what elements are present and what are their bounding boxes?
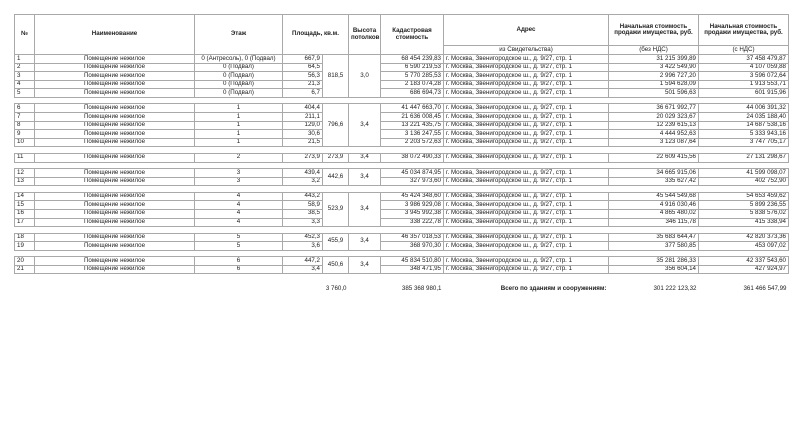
row-name: Помещение нежилое — [35, 177, 195, 186]
row-floor: 2 — [195, 153, 283, 162]
row-name: Помещение нежилое — [35, 169, 195, 178]
row-name: Помещение нежилое — [35, 201, 195, 210]
row-price-vat: 42 820 373,36 — [699, 233, 789, 242]
row-price-vat: 5 333 943,16 — [699, 130, 789, 139]
table-row — [15, 138, 789, 147]
row-address: г. Москва, Звенигородское ш., д. 9/27, стр. 1 — [444, 169, 609, 178]
row-cadastral: 3 945 992,38 — [381, 209, 444, 218]
total-price-vat: 361 466 547,99 — [743, 285, 787, 293]
row-price-no-vat: 35 683 644,47 — [609, 233, 699, 242]
row-name: Помещение нежилое — [35, 257, 195, 266]
group-area: 818,5 — [323, 55, 349, 98]
row-price-no-vat: 1 594 628,09 — [609, 80, 699, 89]
group-area: 796,6 — [323, 104, 349, 147]
row-number: 10 — [15, 138, 35, 147]
totals-row — [15, 282, 789, 296]
spreadsheet — [14, 14, 788, 296]
group-area: 442,6 — [323, 169, 349, 186]
row-cadastral: 686 694,73 — [381, 89, 444, 98]
row-floor: 4 — [195, 192, 283, 201]
row-cadastral: 45 424 348,60 — [381, 192, 444, 201]
row-area: 404,4 — [283, 104, 323, 113]
row-address: г. Москва, Звенигородское ш., д. 9/27, стр. 1 — [444, 257, 609, 266]
row-price-no-vat: 2 996 727,20 — [609, 72, 699, 81]
table-row — [15, 233, 789, 242]
row-area: 56,3 — [283, 72, 323, 81]
row-price-no-vat: 3 422 549,90 — [609, 63, 699, 72]
row-number: 6 — [15, 104, 35, 113]
row-address: г. Москва, Звенигородское ш., д. 9/27, стр. 1 — [444, 153, 609, 162]
row-price-vat: 41 599 098,07 — [699, 169, 789, 178]
row-cadastral: 6 590 219,53 — [381, 63, 444, 72]
col-header-address: Адрес — [444, 15, 609, 46]
table-row — [15, 169, 789, 178]
row-price-vat: 601 915,96 — [699, 89, 789, 98]
row-address: г. Москва, Звенигородское ш., д. 9/27, стр. 1 — [444, 265, 609, 274]
row-name: Помещение нежилое — [35, 104, 195, 113]
row-area: 211,1 — [283, 113, 323, 122]
group-area: 523,9 — [323, 192, 349, 226]
row-area: 3,2 — [283, 177, 323, 186]
row-area: 21,3 — [283, 80, 323, 89]
row-price-vat: 5 838 576,02 — [699, 209, 789, 218]
row-number: 7 — [15, 113, 35, 122]
row-floor: 5 — [195, 233, 283, 242]
col-header-area: Площадь, кв.м. — [283, 15, 349, 55]
table-row — [15, 192, 789, 201]
col-header-cadastral: Кадастровая стоимость — [381, 15, 444, 55]
row-floor: 4 — [195, 209, 283, 218]
row-area: 439,4 — [283, 169, 323, 178]
row-address: г. Москва, Звенигородское ш., д. 9/27, стр. 1 — [444, 201, 609, 210]
totals-empty — [15, 282, 283, 296]
row-address: г. Москва, Звенигородское ш., д. 9/27, стр. 1 — [444, 72, 609, 81]
group-height: 3,4 — [349, 169, 381, 186]
row-address: г. Москва, Звенигородское ш., д. 9/27, стр. 1 — [444, 192, 609, 201]
row-price-vat: 4 107 059,88 — [699, 63, 789, 72]
row-number: 12 — [15, 169, 35, 178]
row-address: г. Москва, Звенигородское ш., д. 9/27, стр. 1 — [444, 104, 609, 113]
row-floor: 0 (Подвал) — [195, 72, 283, 81]
row-name: Помещение нежилое — [35, 89, 195, 98]
row-cadastral: 5 770 285,53 — [381, 72, 444, 81]
row-price-no-vat: 22 609 415,56 — [609, 153, 699, 162]
row-name: Помещение нежилое — [35, 55, 195, 64]
col-header-floor: Этаж — [195, 15, 283, 55]
row-cadastral: 13 221 435,75 — [381, 121, 444, 130]
row-price-no-vat: 31 215 399,89 — [609, 55, 699, 64]
row-area: 3,6 — [283, 242, 323, 251]
row-number: 13 — [15, 177, 35, 186]
row-cadastral: 3 986 929,08 — [381, 201, 444, 210]
row-price-no-vat: 35 281 286,33 — [609, 257, 699, 266]
row-name: Помещение нежилое — [35, 233, 195, 242]
property-table — [14, 14, 789, 296]
row-number: 17 — [15, 218, 35, 227]
row-address: г. Москва, Звенигородское ш., д. 9/27, стр. 1 — [444, 130, 609, 139]
row-name: Помещение нежилое — [35, 63, 195, 72]
row-price-no-vat: 3 123 087,64 — [609, 138, 699, 147]
row-price-vat: 42 337 543,60 — [699, 257, 789, 266]
row-name: Помещение нежилое — [35, 121, 195, 130]
row-area: 447,2 — [283, 257, 323, 266]
group-height: 3,4 — [349, 104, 381, 147]
row-number: 3 — [15, 72, 35, 81]
row-number: 11 — [15, 153, 35, 162]
row-name: Помещение нежилое — [35, 242, 195, 251]
col-header-height: Высота потолков — [349, 15, 381, 55]
table-body — [15, 15, 789, 297]
row-price-vat: 37 458 479,87 — [699, 55, 789, 64]
row-floor: 3 — [195, 169, 283, 178]
row-name: Помещение нежилое — [35, 192, 195, 201]
group-height: 3,4 — [349, 192, 381, 226]
row-area: 3,3 — [283, 218, 323, 227]
row-address: г. Москва, Звенигородское ш., д. 9/27, стр. 1 — [444, 233, 609, 242]
table-row — [15, 72, 789, 81]
row-area: 3,4 — [283, 265, 323, 274]
row-price-no-vat: 335 627,42 — [609, 177, 699, 186]
group-height: 3,0 — [349, 55, 381, 98]
row-floor: 0 (Подвал) — [195, 63, 283, 72]
row-area: 273,9 — [283, 153, 323, 162]
row-cadastral: 338 222,78 — [381, 218, 444, 227]
row-address: г. Москва, Звенигородское ш., д. 9/27, стр. 1 — [444, 63, 609, 72]
table-row — [15, 104, 789, 113]
total-price-no-vat: 301 222 123,32 — [653, 285, 697, 293]
row-price-vat: 27 131 298,67 — [699, 153, 789, 162]
row-price-no-vat: 4 444 952,63 — [609, 130, 699, 139]
table-row — [15, 265, 789, 274]
row-area: 452,3 — [283, 233, 323, 242]
row-price-no-vat: 45 544 549,68 — [609, 192, 699, 201]
row-floor: 1 — [195, 104, 283, 113]
totals-label: Всего по зданиям и сооружениям: — [500, 285, 607, 293]
row-floor: 5 — [195, 242, 283, 251]
spacer-cell — [15, 274, 789, 283]
row-name: Помещение нежилое — [35, 265, 195, 274]
row-floor: 4 — [195, 201, 283, 210]
row-area: 443,2 — [283, 192, 323, 201]
row-number: 15 — [15, 201, 35, 210]
table-row — [15, 113, 789, 122]
row-floor: 0 (Подвал) — [195, 80, 283, 89]
col-header-price-no-vat: Начальная стоимость продажи имущества, руб. — [609, 15, 699, 46]
row-address: г. Москва, Звенигородское ш., д. 9/27, стр. 1 — [444, 242, 609, 251]
row-number: 4 — [15, 80, 35, 89]
row-floor: 6 — [195, 257, 283, 266]
row-floor: 0 (Подвал) — [195, 89, 283, 98]
row-price-no-vat: 377 580,85 — [609, 242, 699, 251]
row-cadastral: 45 834 510,80 — [381, 257, 444, 266]
row-price-no-vat: 12 239 615,13 — [609, 121, 699, 130]
row-price-no-vat: 36 671 992,77 — [609, 104, 699, 113]
row-name: Помещение нежилое — [35, 153, 195, 162]
row-address: г. Москва, Звенигородское ш., д. 9/27, стр. 1 — [444, 138, 609, 147]
total-area: 3 760,0 — [325, 285, 347, 293]
table-row — [15, 55, 789, 64]
row-cadastral: 21 636 008,45 — [381, 113, 444, 122]
row-price-vat: 5 899 236,55 — [699, 201, 789, 210]
row-name: Помещение нежилое — [35, 80, 195, 89]
col-header-name: Наименование — [35, 15, 195, 55]
row-number: 20 — [15, 257, 35, 266]
row-price-vat: 1 913 553,71 — [699, 80, 789, 89]
table-row — [15, 242, 789, 251]
col-header-num: № — [15, 15, 35, 55]
row-cadastral: 3 136 247,55 — [381, 130, 444, 139]
table-row — [15, 257, 789, 266]
row-number: 14 — [15, 192, 35, 201]
group-area: 273,9 — [323, 153, 349, 162]
row-name: Помещение нежилое — [35, 130, 195, 139]
row-area: 21,5 — [283, 138, 323, 147]
row-price-no-vat: 20 029 323,67 — [609, 113, 699, 122]
table-row — [15, 80, 789, 89]
row-cadastral: 41 447 663,70 — [381, 104, 444, 113]
header-row — [15, 15, 789, 46]
row-floor: 1 — [195, 121, 283, 130]
row-floor: 4 — [195, 218, 283, 227]
row-number: 8 — [15, 121, 35, 130]
row-area: 38,5 — [283, 209, 323, 218]
row-address: г. Москва, Звенигородское ш., д. 9/27, стр. 1 — [444, 89, 609, 98]
row-cadastral: 327 973,60 — [381, 177, 444, 186]
row-cadastral: 45 034 874,95 — [381, 169, 444, 178]
total-spacer-row — [15, 274, 789, 283]
row-area: 667,9 — [283, 55, 323, 64]
row-floor: 0 (Антресоль), 0 (Подвал) — [195, 55, 283, 64]
group-height: 3,4 — [349, 257, 381, 274]
row-address: г. Москва, Звенигородское ш., д. 9/27, стр. 1 — [444, 177, 609, 186]
row-address: г. Москва, Звенигородское ш., д. 9/27, стр. 1 — [444, 55, 609, 64]
row-floor: 1 — [195, 130, 283, 139]
row-price-no-vat: 4 916 030,46 — [609, 201, 699, 210]
row-address: г. Москва, Звенигородское ш., д. 9/27, стр. 1 — [444, 121, 609, 130]
row-name: Помещение нежилое — [35, 113, 195, 122]
row-price-vat: 54 653 459,62 — [699, 192, 789, 201]
row-area: 129,0 — [283, 121, 323, 130]
row-address: г. Москва, Звенигородское ш., д. 9/27, стр. 1 — [444, 218, 609, 227]
row-area: 30,6 — [283, 130, 323, 139]
row-price-no-vat: 501 596,63 — [609, 89, 699, 98]
row-price-no-vat: 4 865 480,02 — [609, 209, 699, 218]
col-subheader-price-no-vat: (без НДС) — [609, 46, 699, 55]
row-address: г. Москва, Звенигородское ш., д. 9/27, стр. 1 — [444, 80, 609, 89]
table-row — [15, 130, 789, 139]
row-price-vat: 415 338,94 — [699, 218, 789, 227]
row-name: Помещение нежилое — [35, 72, 195, 81]
table-row — [15, 63, 789, 72]
row-cadastral: 68 454 239,83 — [381, 55, 444, 64]
row-number: 5 — [15, 89, 35, 98]
table-row — [15, 177, 789, 186]
row-number: 18 — [15, 233, 35, 242]
row-address: г. Москва, Звенигородское ш., д. 9/27, стр. 1 — [444, 113, 609, 122]
group-height: 3,4 — [349, 153, 381, 162]
row-price-vat: 453 097,02 — [699, 242, 789, 251]
table-row — [15, 201, 789, 210]
row-floor: 6 — [195, 265, 283, 274]
table-row — [15, 218, 789, 227]
row-price-vat: 427 924,97 — [699, 265, 789, 274]
row-name: Помещение нежилое — [35, 209, 195, 218]
table-row — [15, 209, 789, 218]
row-name: Помещение нежилое — [35, 138, 195, 147]
row-cadastral: 46 357 018,53 — [381, 233, 444, 242]
col-header-price-vat: Начальная стоимость продажи имущества, руб. — [699, 15, 789, 46]
row-price-vat: 3 747 705,17 — [699, 138, 789, 147]
group-height: 3,4 — [349, 233, 381, 250]
col-subheader-price-vat: (с НДС) — [699, 46, 789, 55]
row-area: 58,9 — [283, 201, 323, 210]
row-price-vat: 3 596 072,64 — [699, 72, 789, 81]
group-area: 450,6 — [323, 257, 349, 274]
row-number: 16 — [15, 209, 35, 218]
row-cadastral: 348 471,95 — [381, 265, 444, 274]
row-floor: 3 — [195, 177, 283, 186]
row-price-vat: 24 035 188,40 — [699, 113, 789, 122]
row-number: 1 — [15, 55, 35, 64]
row-price-no-vat: 356 604,14 — [609, 265, 699, 274]
row-number: 9 — [15, 130, 35, 139]
row-cadastral: 2 203 572,63 — [381, 138, 444, 147]
row-cadastral: 2 183 074,28 — [381, 80, 444, 89]
table-row — [15, 89, 789, 98]
group-area: 455,9 — [323, 233, 349, 250]
row-area: 64,5 — [283, 63, 323, 72]
row-name: Помещение нежилое — [35, 218, 195, 227]
row-address: г. Москва, Звенигородское ш., д. 9/27, стр. 1 — [444, 209, 609, 218]
row-price-no-vat: 34 665 915,06 — [609, 169, 699, 178]
row-number: 19 — [15, 242, 35, 251]
row-area: 6,7 — [283, 89, 323, 98]
row-floor: 1 — [195, 138, 283, 147]
row-price-vat: 14 687 538,16 — [699, 121, 789, 130]
table-row — [15, 153, 789, 162]
row-cadastral: 38 072 490,33 — [381, 153, 444, 162]
row-price-vat: 402 752,90 — [699, 177, 789, 186]
row-cadastral: 368 970,30 — [381, 242, 444, 251]
total-cadastral: 385 368 980,1 — [401, 285, 442, 293]
row-price-vat: 44 006 391,32 — [699, 104, 789, 113]
row-number: 21 — [15, 265, 35, 274]
table-row — [15, 121, 789, 130]
row-price-no-vat: 346 115,78 — [609, 218, 699, 227]
row-floor: 1 — [195, 113, 283, 122]
col-subheader-address: из Свидетельства) — [444, 46, 609, 55]
row-number: 2 — [15, 63, 35, 72]
totals-empty — [349, 282, 381, 296]
